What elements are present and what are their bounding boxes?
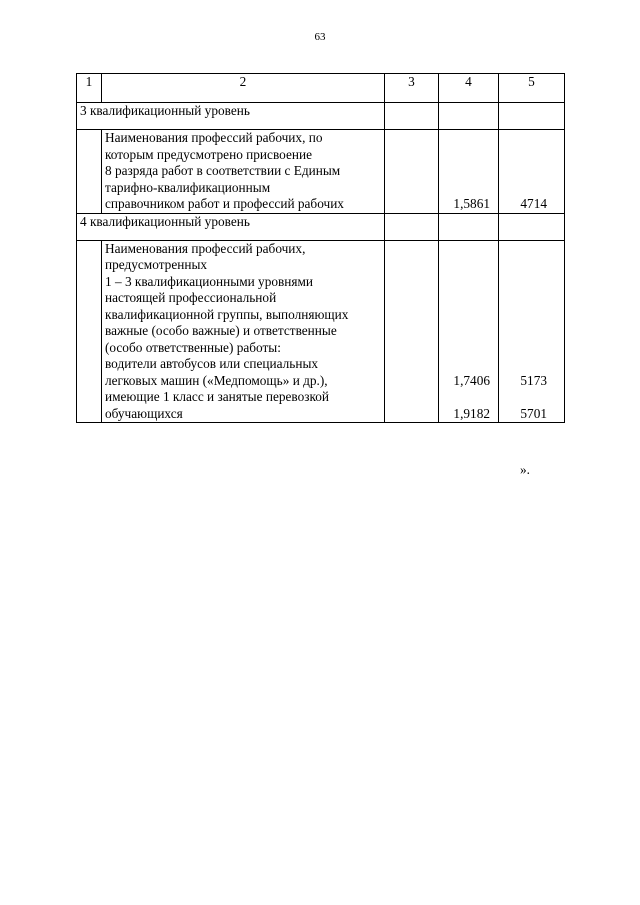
description-line: настоящей профессиональной	[105, 290, 277, 305]
level-3-data-row	[77, 130, 565, 214]
description-line: Наименования профессий рабочих, по	[105, 130, 323, 145]
description-line: справочником работ и профессий рабочих	[105, 196, 344, 211]
level-3-description	[102, 130, 385, 214]
level-4-label: 4 квалификационный уровень	[77, 213, 385, 240]
description-line: водители автобусов или специальных	[105, 356, 319, 371]
level-3-heading-row	[77, 103, 565, 130]
level-4-salary-b: 5701	[520, 405, 547, 421]
level-4-heading-row	[77, 213, 565, 240]
header-cell-2: 2	[102, 74, 385, 103]
description-line: имеющие 1 класс и занятые перевозкой	[105, 389, 330, 404]
description-line: 8 разряда работ в соответствии с Единым	[105, 163, 341, 178]
header-cell-1: 1	[77, 74, 102, 103]
level-4-coefficient-a: 1,7406	[453, 372, 490, 388]
description-line: Наименования профессий рабочих,	[105, 240, 306, 256]
header-cell-4: 4	[439, 74, 499, 103]
description-line: (особо ответственные) работы:	[105, 339, 281, 355]
level-4-data-row	[77, 240, 565, 423]
level-3-label: 3 квалификационный уровень	[77, 103, 385, 130]
description-line: тарифно-квалификационным	[105, 179, 271, 195]
description-line: обучающихся	[105, 405, 183, 421]
level-4-salary-a: 5173	[520, 372, 547, 388]
header-cell-3: 3	[385, 74, 439, 103]
salary-table	[76, 73, 565, 423]
level-4-coefficient-b: 1,9182	[453, 405, 490, 421]
table-header-row	[77, 74, 565, 103]
description-line: квалификационной группы, выполняющих	[105, 306, 349, 322]
level-3-salary: 4714	[520, 196, 547, 211]
description-line: важные (особо важные) и ответственные	[105, 323, 337, 338]
page-number: 63	[314, 31, 326, 43]
level-3-coefficient: 1,5861	[453, 196, 490, 211]
level-4-description	[102, 240, 385, 423]
description-line: которым предусмотрено присвоение	[105, 146, 312, 162]
description-line: предусмотренных	[105, 257, 208, 272]
header-cell-5: 5	[499, 74, 565, 103]
description-line: 1 – 3 квалификационными уровнями	[105, 273, 314, 289]
closing-quote-mark: ».	[520, 462, 530, 477]
description-line: легковых машин («Медпомощь» и др.),	[105, 372, 328, 388]
